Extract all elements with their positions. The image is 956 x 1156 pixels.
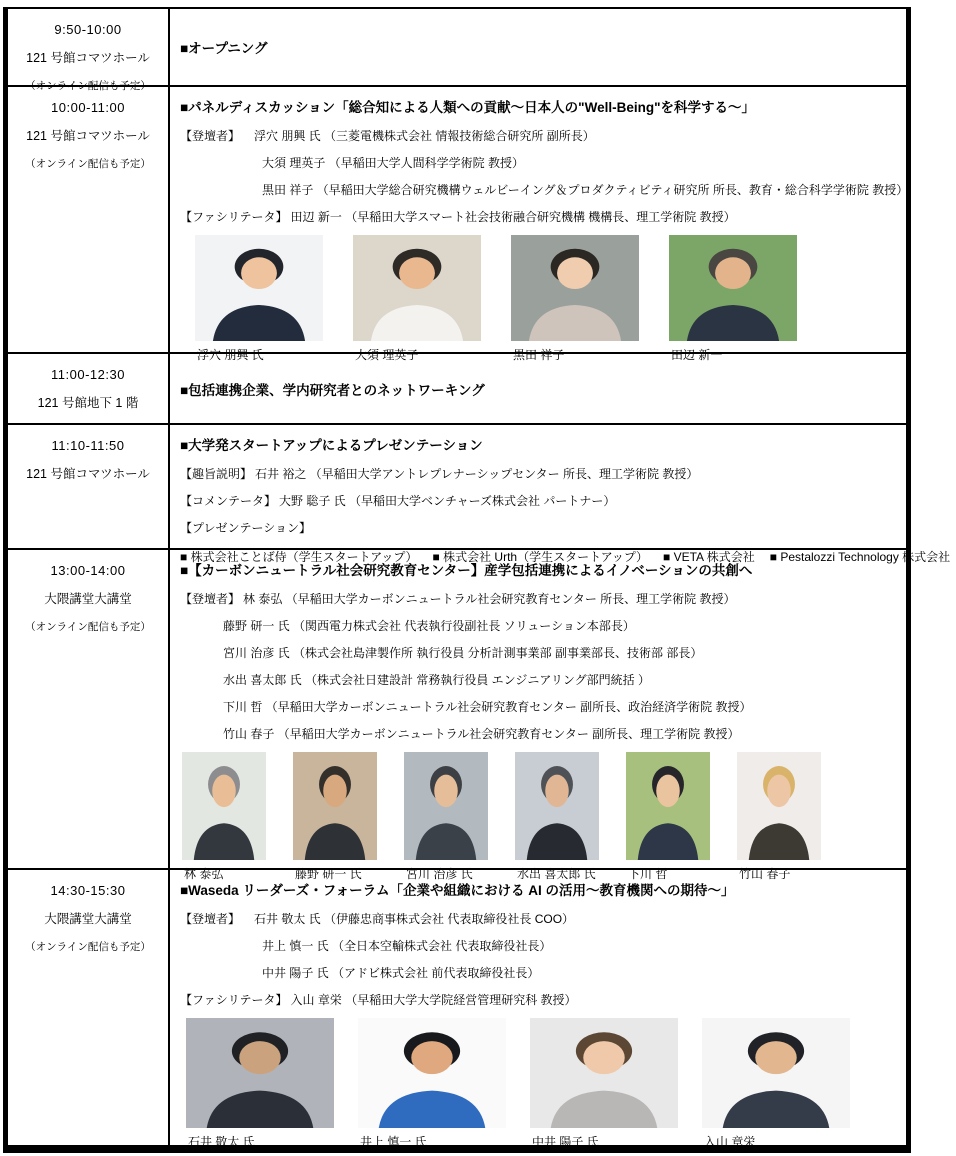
portrait-image bbox=[515, 752, 599, 860]
portrait-image bbox=[353, 235, 481, 341]
portrait-image bbox=[404, 752, 488, 860]
speaker-line bbox=[180, 964, 900, 981]
speaker-photo bbox=[702, 1018, 850, 1150]
speaker-photo-caption: 入山 章栄 bbox=[704, 1135, 756, 1149]
session-venue: 121 号館コマツホール bbox=[26, 129, 150, 143]
role-label: 【ファシリテータ】 bbox=[180, 210, 288, 224]
speaker-photo bbox=[626, 752, 710, 882]
session-title: ■【カーボンニュートラル社会研究教育センター】産学包括連携によるイノベーションの共創へ bbox=[180, 563, 753, 578]
person-silhouette-icon bbox=[182, 752, 266, 860]
startup-item: ■ Pestalozzi Technology 株式会社 bbox=[769, 550, 951, 564]
speaker-photo-caption: 宮川 治彦 氏 bbox=[406, 867, 473, 881]
speaker-line bbox=[180, 590, 900, 607]
speaker-photo-caption: 石井 敬太 氏 bbox=[188, 1135, 255, 1149]
session-detail-cell bbox=[170, 870, 906, 1150]
portrait-image bbox=[626, 752, 710, 860]
schedule-row-startup-presentation bbox=[8, 425, 951, 564]
portrait-image bbox=[195, 235, 323, 341]
session-venue: 121 号館コマツホール bbox=[26, 467, 150, 481]
speaker-line bbox=[180, 910, 900, 927]
person-silhouette-icon bbox=[626, 752, 710, 860]
person-silhouette-icon bbox=[195, 235, 323, 341]
speaker-text: 石井 裕之 （早稲田大学アントレプレナーシップセンター 所長、理工学術院 教授） bbox=[255, 467, 699, 481]
time-venue-cell bbox=[8, 425, 170, 548]
speaker-photos bbox=[180, 752, 900, 882]
event-schedule-table bbox=[3, 7, 951, 1153]
portrait-image bbox=[186, 1018, 334, 1128]
role-label: 【趣旨説明】 bbox=[180, 467, 253, 481]
portrait-image bbox=[358, 1018, 506, 1128]
speaker-photo-caption: 藤野 研一 氏 bbox=[295, 867, 362, 881]
schedule-row-networking bbox=[8, 354, 906, 425]
speaker-photo-caption: 下川 哲 bbox=[628, 867, 668, 881]
startup-item: ■ VETA 株式会社 bbox=[663, 550, 755, 564]
speaker-text: 大須 理英子 （早稲田大学人間科学学術院 教授） bbox=[262, 156, 525, 170]
speaker-text: 宮川 治彦 氏 （株式会社島津製作所 執行役員 分析計測事業部 副事業部長、技術部 部長） bbox=[223, 646, 703, 660]
speaker-photo-caption: 水出 喜太郎 氏 bbox=[517, 867, 596, 881]
session-time: 14:30-15:30 bbox=[50, 883, 126, 898]
person-silhouette-icon bbox=[404, 752, 488, 860]
portrait-image bbox=[702, 1018, 850, 1128]
online-streaming-note: （オンライン配信も予定） bbox=[25, 158, 151, 170]
role-label: 【登壇者】 bbox=[180, 129, 241, 143]
speaker-line bbox=[180, 671, 900, 688]
session-time: 9:50-10:00 bbox=[54, 22, 122, 37]
person-silhouette-icon bbox=[530, 1018, 678, 1128]
startup-item: ■ 株式会社 Urth（学生スタートアップ） bbox=[432, 550, 649, 564]
schedule-row-panel-discussion bbox=[8, 87, 909, 362]
schedule-row-carbon-neutral bbox=[8, 550, 906, 881]
person-silhouette-icon bbox=[669, 235, 797, 341]
time-venue-cell bbox=[8, 870, 170, 1150]
session-detail-cell bbox=[170, 87, 914, 362]
speaker-photo bbox=[404, 752, 488, 882]
speaker-photo bbox=[669, 235, 797, 363]
speaker-photo-caption: 浮穴 朋興 氏 bbox=[197, 348, 264, 362]
portrait-image bbox=[511, 235, 639, 341]
speaker-line bbox=[180, 617, 900, 634]
session-time: 10:00-11:00 bbox=[51, 100, 125, 115]
speaker-photo bbox=[353, 235, 481, 363]
speaker-photo bbox=[737, 752, 821, 882]
person-silhouette-icon bbox=[293, 752, 377, 860]
speaker-photo-caption: 大須 理英子 bbox=[355, 348, 419, 362]
session-time: 11:00-12:30 bbox=[51, 367, 125, 382]
speaker-photo bbox=[358, 1018, 506, 1150]
session-detail-cell bbox=[170, 354, 906, 423]
speaker-line bbox=[180, 127, 908, 144]
speaker-text: 中井 陽子 氏 （アドビ株式会社 前代表取締役社長） bbox=[262, 966, 540, 980]
speaker-photo bbox=[195, 235, 323, 363]
online-streaming-note: （オンライン配信も予定） bbox=[25, 80, 151, 92]
speaker-line bbox=[180, 154, 908, 171]
person-silhouette-icon bbox=[511, 235, 639, 341]
speaker-text: 水出 喜太郎 氏 （株式会社日建設計 常務執行役員 エンジニアリング部門統括 ） bbox=[223, 673, 650, 687]
speaker-photo-caption: 林 泰弘 bbox=[184, 867, 224, 881]
speaker-photo bbox=[515, 752, 599, 882]
online-streaming-note: （オンライン配信も予定） bbox=[25, 621, 151, 633]
speaker-text: 下川 哲 （早稲田大学カーボンニュートラル社会研究教育センター 副所長、政治経済学術院 教授） bbox=[223, 700, 752, 714]
speaker-text: 大野 聡子 氏 （早稲田大学ベンチャーズ株式会社 パートナー） bbox=[279, 494, 616, 508]
speaker-photo bbox=[186, 1018, 334, 1150]
speaker-line bbox=[180, 492, 950, 509]
online-streaming-note: （オンライン配信も予定） bbox=[25, 941, 151, 953]
speaker-text: 入山 章栄 （早稲田大学大学院経営管理研究科 教授） bbox=[290, 993, 577, 1007]
speaker-line bbox=[180, 937, 900, 954]
portrait-image bbox=[182, 752, 266, 860]
session-detail-cell bbox=[170, 425, 956, 564]
schedule-row-leaders-forum bbox=[8, 870, 906, 1150]
session-time: 13:00-14:00 bbox=[50, 563, 126, 578]
role-label: 【ファシリテータ】 bbox=[180, 993, 288, 1007]
time-venue-cell bbox=[8, 87, 170, 352]
speaker-line bbox=[180, 725, 900, 742]
session-title: ■オープニング bbox=[180, 41, 268, 56]
session-title: ■パネルディスカッション「総合知による人類への貢献～日本人の"Well-Being"を科学する～」 bbox=[180, 100, 755, 115]
schedule-row-opening bbox=[8, 9, 906, 92]
speaker-photos bbox=[180, 235, 908, 363]
speaker-text: 石井 敬太 氏 （伊藤忠商事株式会社 代表取締役社長 COO） bbox=[254, 912, 575, 926]
session-title: ■Waseda リーダーズ・フォーラム「企業や組織における AI の活用～教育機関への期待～」 bbox=[180, 883, 735, 898]
session-venue: 大隈講堂大講堂 bbox=[44, 912, 132, 926]
role-label: 【コメンテータ】 bbox=[180, 494, 277, 508]
speaker-text: 黒田 祥子 （早稲田大学総合研究機構ウェルビーイング＆プロダクティビティ研究所 所長、教育・総合科学学術院 教授） bbox=[262, 183, 909, 197]
speaker-text: 井上 慎一 氏 （全日本空輸株式会社 代表取締役社長） bbox=[262, 939, 552, 953]
facilitator-line bbox=[180, 208, 908, 225]
speaker-line bbox=[180, 465, 950, 482]
speaker-photo-caption: 竹山 春子 bbox=[739, 867, 791, 881]
person-silhouette-icon bbox=[353, 235, 481, 341]
speaker-line bbox=[180, 698, 900, 715]
speaker-photo-caption: 黒田 祥子 bbox=[513, 348, 565, 362]
person-silhouette-icon bbox=[702, 1018, 850, 1128]
role-label: 【登壇者】 bbox=[180, 592, 241, 606]
speaker-photo bbox=[530, 1018, 678, 1150]
speaker-line bbox=[180, 644, 900, 661]
person-silhouette-icon bbox=[737, 752, 821, 860]
speaker-line bbox=[180, 181, 908, 198]
speaker-text: 浮穴 朋興 氏 （三菱電機株式会社 情報技術総合研究所 副所長） bbox=[254, 129, 595, 143]
portrait-image bbox=[737, 752, 821, 860]
time-venue-cell bbox=[8, 9, 170, 92]
speaker-text: 林 泰弘 （早稲田大学カーボンニュートラル社会研究教育センター 所長、理工学術院 教授） bbox=[243, 592, 736, 606]
session-title: ■包括連携企業、学内研究者とのネットワーキング bbox=[180, 382, 485, 398]
role-label: 【登壇者】 bbox=[180, 912, 241, 926]
speaker-photo bbox=[511, 235, 639, 363]
speaker-text: 竹山 春子 （早稲田大学カーボンニュートラル社会研究教育センター 副所長、理工学術院 教授） bbox=[223, 727, 740, 741]
speaker-photo-caption: 井上 慎一 氏 bbox=[360, 1135, 427, 1149]
session-venue: 大隈講堂大講堂 bbox=[44, 592, 132, 606]
person-silhouette-icon bbox=[186, 1018, 334, 1128]
startup-item: ■ 株式会社ことば侍（学生スタートアップ） bbox=[180, 550, 418, 564]
session-venue: 121 号館コマツホール bbox=[26, 51, 150, 65]
person-silhouette-icon bbox=[515, 752, 599, 860]
facilitator-line bbox=[180, 991, 900, 1008]
speaker-photo bbox=[293, 752, 377, 882]
role-label: 【プレゼンテーション】 bbox=[180, 521, 312, 535]
speaker-photos bbox=[180, 1018, 900, 1150]
portrait-image bbox=[530, 1018, 678, 1128]
speaker-photo bbox=[182, 752, 266, 882]
session-detail-cell bbox=[170, 9, 906, 85]
session-title: ■大学発スタートアップによるプレゼンテーション bbox=[180, 438, 483, 453]
speaker-text: 藤野 研一 氏 （関西電力株式会社 代表執行役副社長 ソリューション本部長） bbox=[223, 619, 635, 633]
speaker-line bbox=[180, 519, 950, 536]
portrait-image bbox=[293, 752, 377, 860]
session-time: 11:10-11:50 bbox=[51, 438, 125, 453]
session-detail-cell bbox=[170, 550, 906, 881]
speaker-photo-caption: 田辺 新一 bbox=[671, 348, 723, 362]
time-venue-cell bbox=[8, 550, 170, 868]
speaker-text: 田辺 新一 （早稲田大学スマート社会技術融合研究機構 機構長、理工学術院 教授） bbox=[290, 210, 736, 224]
speaker-photo-caption: 中井 陽子 氏 bbox=[532, 1135, 599, 1149]
session-venue: 121 号館地下 1 階 bbox=[37, 396, 139, 410]
person-silhouette-icon bbox=[358, 1018, 506, 1128]
time-venue-cell bbox=[8, 354, 170, 423]
portrait-image bbox=[669, 235, 797, 341]
